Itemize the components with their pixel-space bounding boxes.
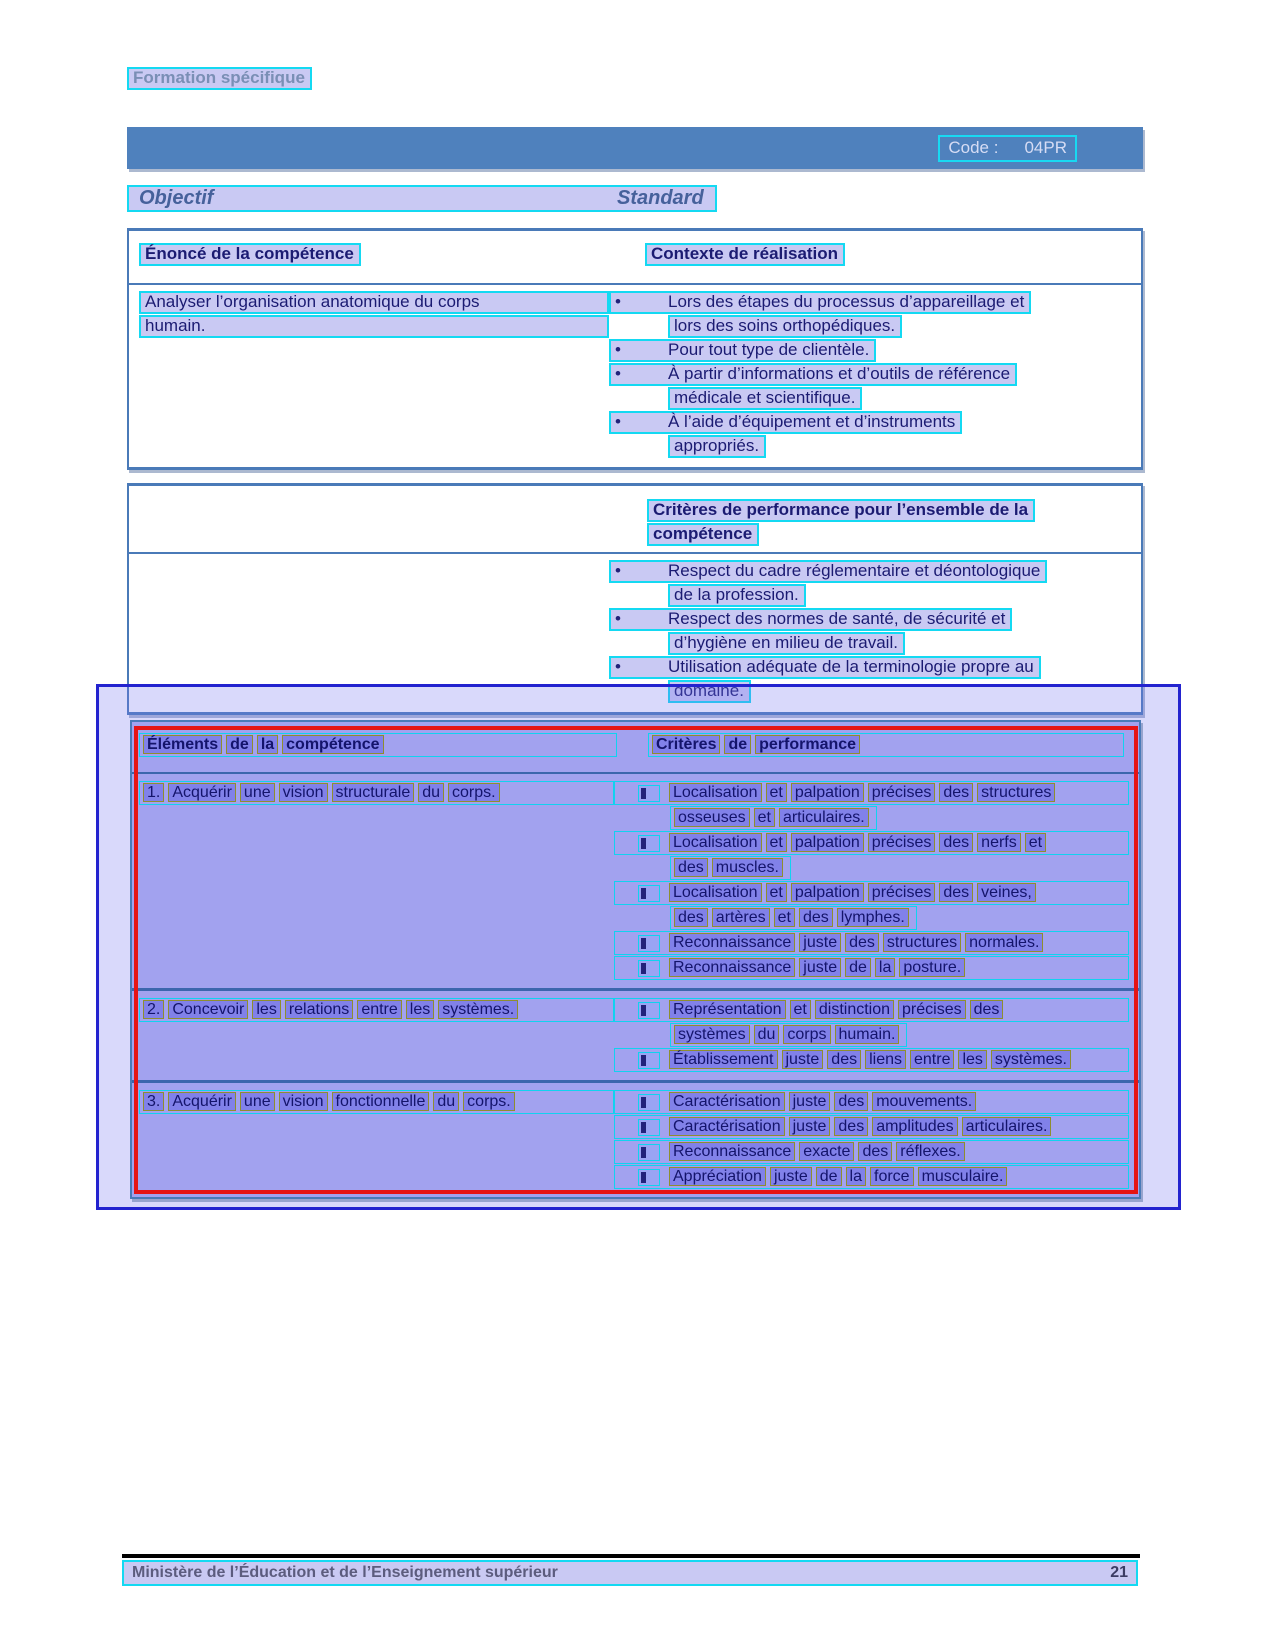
word-box: Caractérisation <box>669 1117 785 1136</box>
word-box: liens <box>865 1050 906 1069</box>
bullet-item <box>609 656 1041 679</box>
word-box: normales. <box>965 933 1043 952</box>
word-box: précises <box>868 883 936 902</box>
bullet-marker <box>638 935 660 952</box>
list-line <box>609 632 1131 655</box>
competence-table-body <box>129 285 1141 467</box>
t1-col1-header: Énoncé de la compétence <box>139 243 361 266</box>
competence-table-header <box>129 231 1141 285</box>
criteria-line <box>614 931 1129 955</box>
element-line <box>139 1090 614 1114</box>
list-line <box>609 387 1131 410</box>
bullet-marker <box>638 1052 660 1069</box>
list-line <box>609 315 1131 338</box>
criteria-line <box>614 1090 1129 1114</box>
word-box: exacte <box>799 1142 854 1161</box>
global-criteria-header <box>129 486 1141 554</box>
global-criteria-table <box>127 483 1143 715</box>
t2-header-line <box>647 523 1035 546</box>
code-label: Code : <box>948 138 999 157</box>
t3-col1-header <box>139 733 617 757</box>
bullet-item-continuation <box>668 632 905 655</box>
word-box: des <box>858 1142 892 1161</box>
empty-cell <box>129 554 609 712</box>
t2-header-text: Critères de performance pour l’ensemble de la <box>647 499 1035 522</box>
bullet-item-continuation <box>668 315 902 338</box>
word-box: 2. <box>143 1000 164 1019</box>
element-cell <box>132 998 614 1073</box>
word-box: des <box>939 833 973 852</box>
criteria-line <box>614 998 1129 1022</box>
criteria-cell <box>614 1090 1139 1190</box>
list-line <box>609 363 1131 386</box>
bullet-item-continuation <box>668 435 766 458</box>
word-box: musculaire. <box>918 1167 1008 1186</box>
list-line <box>609 291 1131 314</box>
bullet-marker: • <box>615 340 621 359</box>
word-box: des <box>827 1050 861 1069</box>
word-box: Acquérir <box>168 1092 236 1111</box>
bullet-marker <box>638 785 660 802</box>
list-line <box>609 656 1131 679</box>
word-box: systèmes. <box>438 1000 518 1019</box>
bullet-item-text: À partir d’informations et d’outils de référence <box>668 364 1011 383</box>
bullet-item-text: Pour tout type de clientèle. <box>668 340 870 359</box>
word-box: nerfs <box>977 833 1021 852</box>
word-box: Établissement <box>669 1050 778 1069</box>
competence-statement-cell <box>129 285 609 467</box>
bullet-item-text: Lors des étapes du processus d’appareillage et <box>668 292 1025 311</box>
word-box: Caractérisation <box>669 1092 785 1111</box>
bullet-marker: • <box>615 609 621 628</box>
word-box: palpation <box>791 833 864 852</box>
bullet-marker <box>638 960 660 977</box>
word-box: et <box>766 783 787 802</box>
word-box: lymphes. <box>837 908 909 927</box>
word-box: Appréciation <box>669 1167 766 1186</box>
word-box: du <box>433 1092 459 1111</box>
word-box: systèmes <box>674 1025 750 1044</box>
elements-table-header <box>132 722 1139 774</box>
bullet-item-text: de la profession. <box>674 585 799 604</box>
word-box: structures <box>883 933 961 952</box>
word-box: des <box>834 1117 868 1136</box>
bullet-marker: • <box>615 364 621 383</box>
statement-line <box>139 291 609 314</box>
list-line <box>609 339 1131 362</box>
word-box: relations <box>285 1000 353 1019</box>
word-box: de <box>226 735 253 754</box>
element-cell <box>132 1090 614 1190</box>
word-box: des <box>939 783 973 802</box>
list-line <box>609 560 1131 583</box>
word-box: systèmes. <box>991 1050 1071 1069</box>
list-line <box>609 435 1131 458</box>
element-cell <box>132 781 614 981</box>
word-box: palpation <box>791 883 864 902</box>
heading-row <box>127 185 717 212</box>
bullet-marker <box>638 1144 660 1161</box>
word-box: de <box>845 958 871 977</box>
word-box: des <box>834 1092 868 1111</box>
bullet-marker: • <box>615 561 621 580</box>
word-box: la <box>846 1167 866 1186</box>
word-box: des <box>970 1000 1004 1019</box>
word-box: des <box>845 933 879 952</box>
criteria-line <box>614 831 1129 855</box>
word-box: vision <box>279 1092 328 1111</box>
word-box: fonctionnelle <box>332 1092 430 1111</box>
bullet-item-text: appropriés. <box>674 436 760 455</box>
word-box: juste <box>782 1050 824 1069</box>
word-box: palpation <box>791 783 864 802</box>
competence-table <box>127 228 1143 470</box>
bullet-item-text: médicale et scientifique. <box>674 388 856 407</box>
bullet-item-text: lors des soins orthopédiques. <box>674 316 896 335</box>
standard-heading: Standard <box>617 187 704 209</box>
footer-bar <box>122 1560 1138 1586</box>
word-box: 3. <box>143 1092 164 1111</box>
word-box: des <box>939 883 973 902</box>
bullet-marker: • <box>615 657 621 676</box>
criteria-line-continuation <box>670 856 791 880</box>
word-box: veines, <box>977 883 1036 902</box>
element-line <box>139 781 614 805</box>
word-box: entre <box>910 1050 954 1069</box>
word-box: du <box>754 1025 780 1044</box>
formation-label: Formation spécifique <box>127 67 312 90</box>
word-box: entre <box>357 1000 401 1019</box>
word-box: réflexes. <box>896 1142 964 1161</box>
list-line <box>609 680 1131 703</box>
word-box: Acquérir <box>168 783 236 802</box>
word-box: distinction <box>815 1000 894 1019</box>
word-box: articulaires. <box>779 808 869 827</box>
bullet-item-continuation <box>668 680 751 703</box>
global-criteria-header-text <box>647 499 1035 547</box>
footer-rule <box>122 1554 1140 1558</box>
word-box: juste <box>770 1167 812 1186</box>
word-box: de <box>724 735 751 754</box>
t2-header-line <box>647 499 1035 522</box>
word-box: et <box>766 883 787 902</box>
list-line <box>609 411 1131 434</box>
bullet-marker <box>638 1119 660 1136</box>
criteria-line-continuation <box>670 806 877 830</box>
word-box: des <box>799 908 833 927</box>
word-box: précises <box>898 1000 966 1019</box>
criteria-line <box>614 1165 1129 1189</box>
bullet-item-text: Utilisation adéquate de la terminologie propre au <box>668 657 1034 676</box>
criteria-line <box>614 781 1129 805</box>
footer-ministry: Ministère de l’Éducation et de l’Enseignement supérieur <box>132 1564 558 1581</box>
bullet-marker <box>638 835 660 852</box>
context-list-cell <box>609 285 1141 467</box>
word-box: Localisation <box>669 783 762 802</box>
statement-text: humain. <box>139 315 609 338</box>
bullet-marker <box>638 885 660 902</box>
elements-table-rows <box>132 774 1139 1197</box>
word-box: Localisation <box>669 833 762 852</box>
word-box: de <box>816 1167 842 1186</box>
bullet-item-continuation <box>668 387 862 410</box>
statement-line <box>139 315 609 338</box>
word-box: mouvements. <box>872 1092 976 1111</box>
word-box: muscles. <box>712 858 783 877</box>
word-box: Représentation <box>669 1000 786 1019</box>
criteria-line <box>614 956 1129 980</box>
word-box: et <box>754 808 775 827</box>
elements-table <box>130 720 1141 1199</box>
bullet-marker: • <box>615 412 621 431</box>
table-row <box>132 1080 1139 1197</box>
bullet-item <box>609 339 876 362</box>
word-box: Éléments <box>143 735 222 754</box>
t1-col2-header: Contexte de réalisation <box>645 243 845 266</box>
bullet-item <box>609 411 962 434</box>
word-box: Localisation <box>669 883 762 902</box>
word-box: corps <box>783 1025 830 1044</box>
word-box: humain. <box>835 1025 900 1044</box>
t2-header-text: compétence <box>647 523 759 546</box>
t3-col2-header <box>648 733 1124 757</box>
word-box: des <box>674 908 708 927</box>
bullet-item <box>609 560 1047 583</box>
word-box: corps. <box>463 1092 515 1111</box>
bullet-item-continuation <box>668 584 806 607</box>
word-box: articulaires. <box>962 1117 1052 1136</box>
word-box: structurale <box>332 783 415 802</box>
word-box: 1. <box>143 783 164 802</box>
criteria-cell <box>614 998 1139 1073</box>
bullet-item-text: Respect des normes de santé, de sécurité et <box>668 609 1006 628</box>
bullet-item <box>609 363 1017 386</box>
code-box <box>938 135 1077 162</box>
word-box: Concevoir <box>168 1000 248 1019</box>
word-box: compétence <box>282 735 383 754</box>
criteria-line <box>614 881 1129 905</box>
word-box: la <box>875 958 895 977</box>
criteria-cell <box>614 781 1139 981</box>
word-box: des <box>674 858 708 877</box>
criteria-line <box>614 1048 1129 1072</box>
statement-text: Analyser l’organisation anatomique du corps <box>139 291 609 314</box>
word-box: du <box>418 783 444 802</box>
word-box: et <box>790 1000 811 1019</box>
list-line <box>609 608 1131 631</box>
word-box: les <box>406 1000 434 1019</box>
criteria-line <box>614 1115 1129 1139</box>
word-box: une <box>240 1092 275 1111</box>
bullet-marker <box>638 1002 660 1019</box>
bullet-item-text: À l’aide d’équipement et d’instruments <box>668 412 956 431</box>
word-box: précises <box>868 783 936 802</box>
word-box: et <box>774 908 795 927</box>
word-box: force <box>870 1167 914 1186</box>
bullet-marker <box>638 1094 660 1111</box>
word-box: une <box>240 783 275 802</box>
word-box: les <box>252 1000 280 1019</box>
title-banner <box>127 127 1143 169</box>
global-criteria-list-cell <box>609 554 1141 712</box>
word-box: juste <box>789 1092 831 1111</box>
criteria-line-continuation <box>670 906 917 930</box>
bullet-item <box>609 291 1031 314</box>
word-box: Critères <box>652 735 720 754</box>
word-box: juste <box>789 1117 831 1136</box>
bullet-item <box>609 608 1012 631</box>
word-box: et <box>766 833 787 852</box>
word-box: posture. <box>899 958 965 977</box>
word-box: performance <box>755 735 860 754</box>
code-value: 04PR <box>1024 138 1067 157</box>
word-box: la <box>257 735 278 754</box>
list-line <box>609 584 1131 607</box>
word-box: Reconnaissance <box>669 958 795 977</box>
word-box: corps. <box>448 783 500 802</box>
word-box: Reconnaissance <box>669 933 795 952</box>
word-box: Reconnaissance <box>669 1142 795 1161</box>
global-criteria-body <box>129 554 1141 712</box>
bullet-item-text: d’hygiène en milieu de travail. <box>674 633 898 652</box>
word-box: artères <box>712 908 770 927</box>
word-box: précises <box>868 833 936 852</box>
bullet-marker: • <box>615 292 621 311</box>
criteria-line-continuation <box>670 1023 907 1047</box>
word-box: amplitudes <box>872 1117 957 1136</box>
word-box: juste <box>799 958 841 977</box>
word-box: structures <box>977 783 1055 802</box>
word-box: et <box>1025 833 1046 852</box>
word-box: les <box>958 1050 986 1069</box>
bullet-marker <box>638 1169 660 1186</box>
bullet-item-text: Respect du cadre réglementaire et déontologique <box>668 561 1041 580</box>
bullet-item-text: domaine. <box>674 681 744 700</box>
word-box: osseuses <box>674 808 750 827</box>
objectif-heading: Objectif <box>139 187 214 209</box>
table-row <box>132 988 1139 1080</box>
word-box: juste <box>799 933 841 952</box>
table-row <box>132 774 1139 988</box>
footer-page-number: 21 <box>1110 1564 1128 1581</box>
element-line <box>139 998 614 1022</box>
criteria-line <box>614 1140 1129 1164</box>
word-box: vision <box>279 783 328 802</box>
